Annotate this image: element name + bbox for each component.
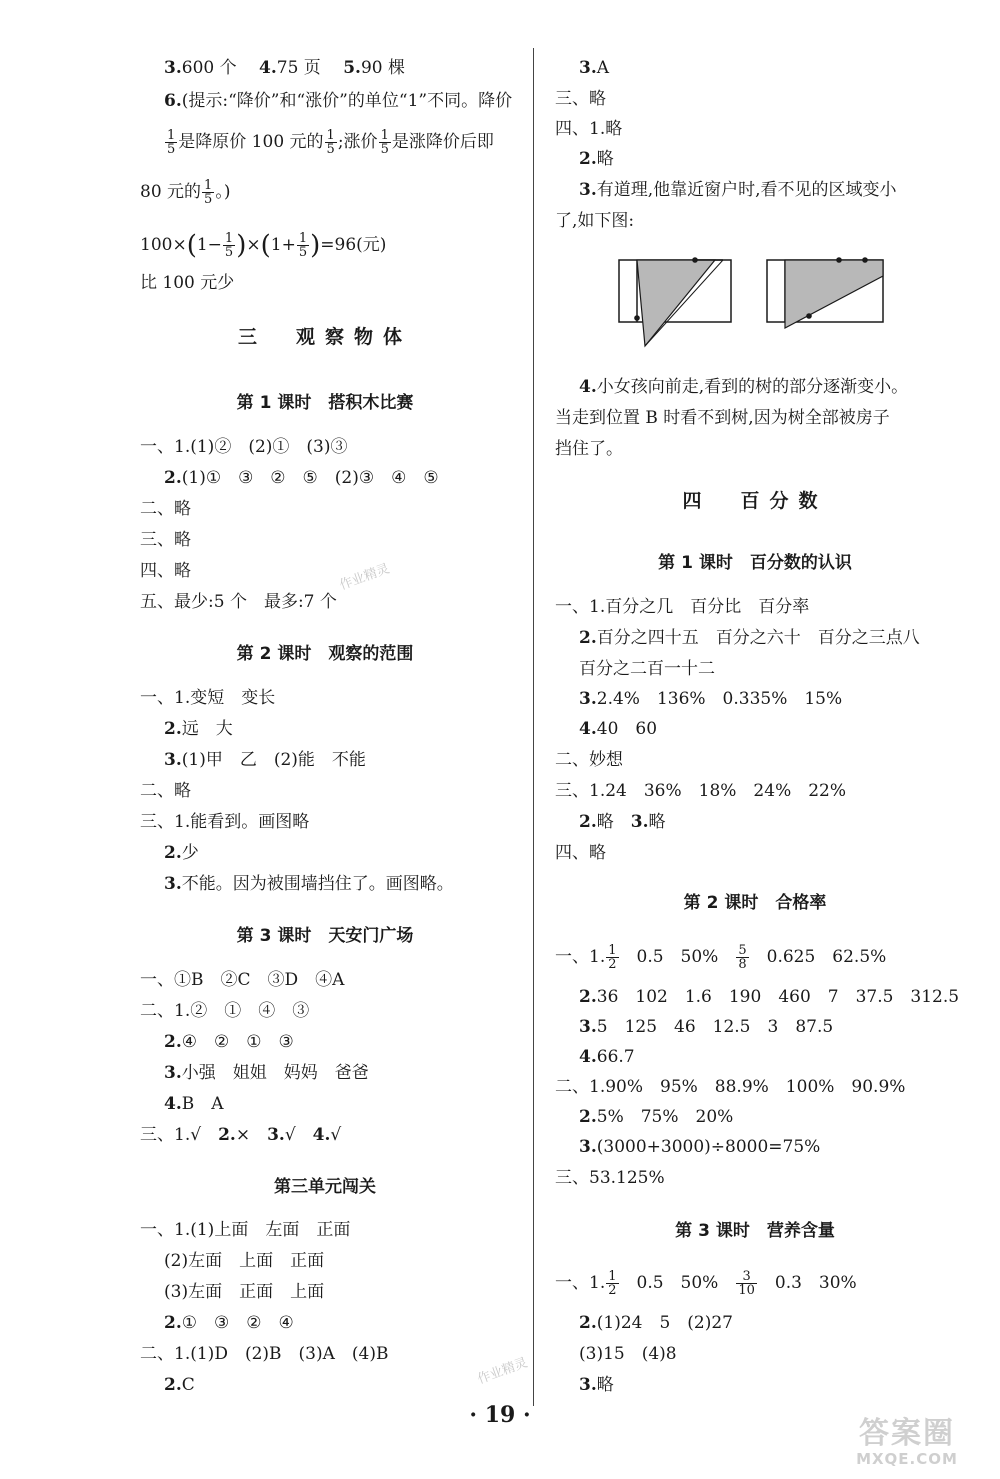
watermark: 作业精灵 — [337, 561, 392, 594]
fraction: $\frac{1}{5}$ — [167, 128, 176, 157]
answer-line: 二、略 — [140, 499, 191, 519]
answer-line: 一、1.百分之几 百分比 百分率 — [555, 597, 810, 617]
answer-line: 二、1.② ① ④ ③ — [140, 1001, 310, 1021]
answer-line: 三、53.125% — [555, 1168, 665, 1188]
answer-line: 3.2.4% 136% 0.335% 15% — [579, 689, 843, 709]
answer-line: 一、1. $\frac{1}{2}$ 0.5 50% $\frac{3}{10}$ 0.3 30% — [555, 1269, 857, 1298]
page-number: · 19 · — [469, 1402, 531, 1428]
answer-line: 3.(1)甲 乙 (2)能 不能 — [164, 750, 366, 770]
answer-line: 一、①B ②C ③D ④A — [140, 970, 345, 990]
fraction: $\frac{1}{5}$ — [380, 128, 389, 157]
answer-line: 五、最少:5 个 最多:7 个 — [140, 592, 337, 612]
answer-line: 一、1.(1)上面 左面 正面 — [140, 1220, 351, 1240]
fraction: $\frac{1}{5}$ — [326, 128, 335, 157]
lesson-title: 第三单元闯关 — [274, 1177, 376, 1197]
answer-line: 二、妙想 — [555, 750, 623, 770]
answer-line: 一、1.(1)② (2)① (3)③ — [140, 437, 348, 457]
fraction: $\frac{1}{2}$ — [608, 943, 617, 972]
lesson-title: 第 2 课时 观察的范围 — [236, 644, 414, 664]
window-view-far — [619, 257, 731, 346]
answer-line: 3.5 125 46 12.5 3 87.5 — [579, 1017, 834, 1037]
answer-line: 2.5% 75% 20% — [579, 1107, 734, 1127]
answer-line: 一、1.变短 变长 — [140, 688, 276, 708]
unit-title: 四 百分数 — [682, 490, 828, 512]
fraction: $\frac{1}{2}$ — [608, 1269, 617, 1298]
lesson-title: 第 3 课时 天安门广场 — [236, 926, 414, 946]
answer-line: 了,如下图: — [555, 211, 635, 231]
answer-line: 2.④ ② ① ③ — [164, 1032, 294, 1052]
answer-line: 4.66.7 — [579, 1047, 635, 1067]
answer-line: 2.少 — [164, 843, 199, 863]
answer-line: 2.① ③ ② ④ — [164, 1313, 294, 1333]
answer-line: 80 元的 $\frac{1}{5}$ 。) — [140, 178, 231, 207]
answer-line: 百分之二百一十二 — [579, 659, 715, 679]
answer-line: 4.40 60 — [579, 719, 658, 739]
answer-line: (2)左面 上面 正面 — [164, 1251, 325, 1271]
answer-line: 三、1.24 36% 18% 24% 22% — [555, 781, 847, 801]
answer-line: 3.600 个 4.75 页 5.90 棵 — [164, 58, 406, 78]
answer-line: 3.小强 姐姐 妈妈 爸爸 — [164, 1063, 369, 1083]
fraction: $\frac{1}{5}$ — [204, 178, 213, 207]
answer-line: 二、1.90% 95% 88.9% 100% 90.9% — [555, 1077, 906, 1097]
answer-line: 三、略 — [555, 89, 606, 109]
answer-line: 3.不能。因为被围墙挡住了。画图略。 — [164, 874, 454, 894]
answer-line: 2.百分之四十五 百分之六十 百分之三点八 — [579, 628, 920, 648]
calculation-line: 100×(1− $\frac{1}{5}$ )×(1+ $\frac{1}{5}$ )=96(元) — [140, 230, 387, 261]
answer-line: 3.有道理,他靠近窗户时,看不见的区域变小 — [579, 180, 897, 200]
answer-line: 比 100 元少 — [140, 273, 235, 293]
answer-line: 3.(3000+3000)÷8000=75% — [579, 1137, 821, 1157]
answer-line: 当走到位置 B 时看不到树,因为树全部被房子 — [555, 408, 890, 428]
lesson-title: 第 1 课时 搭积木比赛 — [236, 393, 414, 413]
answer-line: 四、1.略 — [555, 119, 623, 139]
answer-line: 3.A — [579, 58, 610, 78]
answer-line: 二、1.(1)D (2)B (3)A (4)B — [140, 1344, 389, 1364]
column-divider — [533, 48, 534, 1406]
answer-line: 2.(1)24 5 (2)27 — [579, 1313, 733, 1333]
unit-title: 三 观察物体 — [237, 326, 412, 348]
fraction: $\frac{3}{10}$ — [738, 1269, 755, 1298]
answer-line: 4.B A — [164, 1094, 224, 1114]
answer-line: (3)左面 正面 上面 — [164, 1282, 325, 1302]
answer-line: 挡住了。 — [555, 439, 623, 459]
answer-line: $\frac{1}{5}$ 是降原价 100 元的 $\frac{1}{5}$ ;涨价 $\frac{1}{5}$ 是涨降价后即 — [167, 128, 494, 157]
answer-line: 2.C — [164, 1375, 195, 1395]
site-logo: 答案圈 MXQE.COM — [856, 1416, 958, 1468]
answer-line: 6.(提示:“降价”和“涨价”的单位“1”不同。降价 — [164, 91, 513, 111]
answer-line: 2.远 大 — [164, 719, 233, 739]
answer-line: 3.略 — [579, 1375, 614, 1395]
answer-line: 三、1.能看到。画图略 — [140, 812, 310, 832]
window-view-diagram — [617, 252, 895, 350]
answer-line: 二、略 — [140, 781, 191, 801]
answer-line: 2.略 — [579, 149, 614, 169]
answer-line: 三、略 — [140, 530, 191, 550]
lesson-title: 第 1 课时 百分数的认识 — [658, 553, 852, 573]
answer-line: 2.36 102 1.6 190 460 7 37.5 312.5 — [579, 987, 960, 1007]
answer-line: 一、1. $\frac{1}{2}$ 0.5 50% $\frac{5}{8}$ 0.625 62.5% — [555, 943, 887, 972]
answer-line: 2.(1)① ③ ② ⑤ (2)③ ④ ⑤ — [164, 468, 439, 488]
watermark: 作业精灵 — [475, 1355, 530, 1388]
answer-line: 2.略 3.略 — [579, 812, 666, 832]
fraction: $\frac{5}{8}$ — [738, 943, 747, 972]
lesson-title: 第 3 课时 营养含量 — [675, 1221, 835, 1241]
answer-line: 四、略 — [555, 843, 606, 863]
fraction: $\frac{1}{5}$ — [224, 231, 234, 260]
fraction: $\frac{1}{5}$ — [298, 231, 308, 260]
window-view-near — [767, 257, 883, 328]
answer-line: (3)15 (4)8 — [579, 1344, 677, 1364]
answer-line: 4.小女孩向前走,看到的树的部分逐渐变小。 — [579, 377, 909, 397]
lesson-title: 第 2 课时 合格率 — [683, 893, 827, 913]
answer-line: 四、略 — [140, 561, 191, 581]
answer-line: 三、1.√ 2.× 3.√ 4.√ — [140, 1125, 342, 1145]
